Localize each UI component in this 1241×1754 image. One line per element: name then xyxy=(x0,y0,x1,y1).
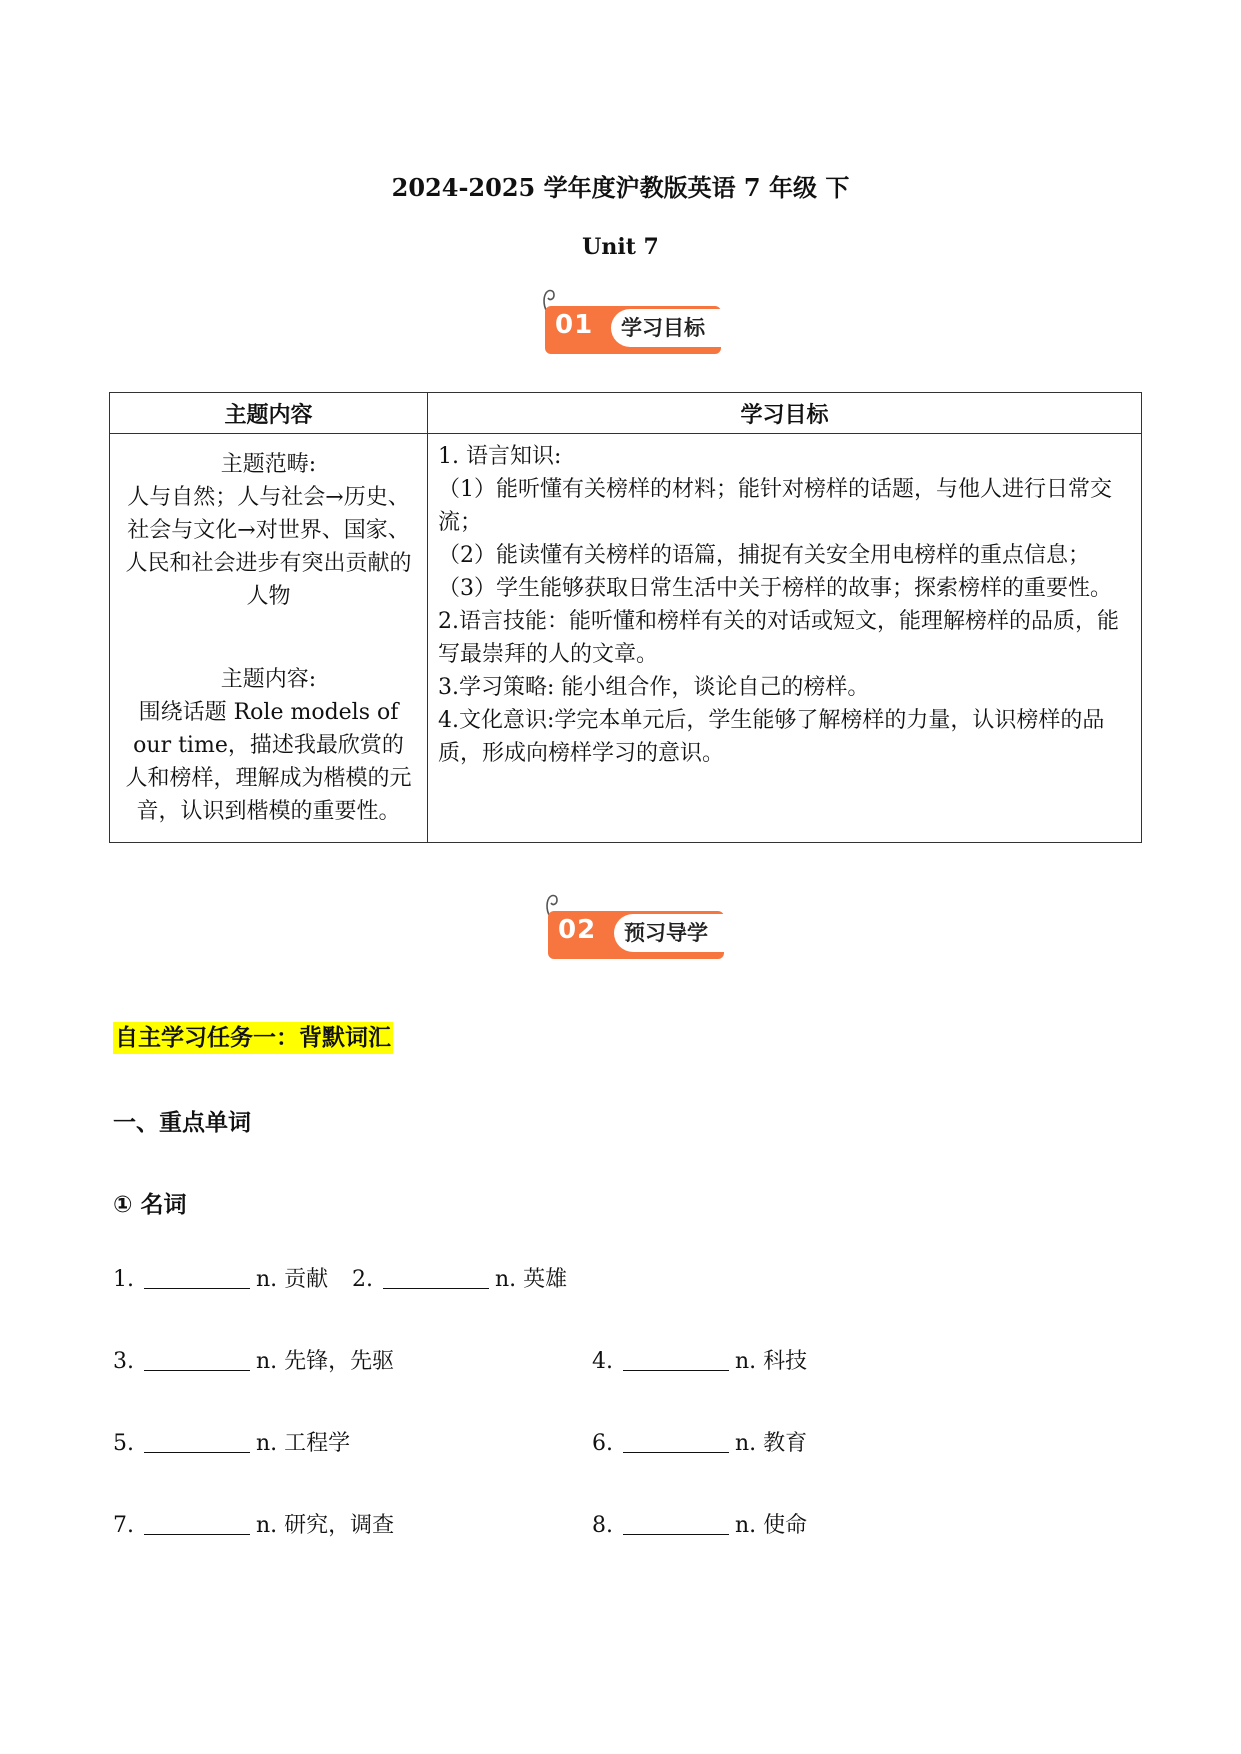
goal-item: 4.文化意识:学完本单元后，学生能够了解榜样的力量，认识榜样的品质，形成向榜样学习的意识。 xyxy=(438,708,1105,766)
badge-label: 学习目标 xyxy=(611,309,721,347)
goal-item: （3）学生能够获取日常生活中关于榜样的故事；探索榜样的重要性。 xyxy=(438,576,1112,601)
goal-item: 2.语言技能：能听懂和榜样有关的对话或短文，能理解榜样的品质，能写最崇拜的人的文章。 xyxy=(438,609,1119,667)
topic-content-text: 围绕话题 Role models of our time，描述我最欣赏的人和榜样，理解成为楷模的元音，认识到楷模的重要性。 xyxy=(125,700,412,824)
vocab-item xyxy=(592,1344,807,1375)
vocab-meaning: n. 研究，调查 xyxy=(256,1513,395,1538)
topic-content-label: 主题内容: xyxy=(220,667,317,692)
table-header-goals: 学习目标 xyxy=(428,393,1142,434)
goal-item: 1. 语言知识: xyxy=(438,444,562,469)
vocab-meaning: n. 先锋，先驱 xyxy=(256,1349,395,1374)
vocab-item xyxy=(592,1508,807,1539)
vocab-blank[interactable] xyxy=(144,1430,250,1453)
vocab-number: 3. xyxy=(113,1349,134,1374)
subsection-heading: ① 名词 xyxy=(113,1192,187,1218)
section-heading: 一、重点单词 xyxy=(113,1110,251,1136)
vocab-meaning: n. 贡献 xyxy=(256,1267,329,1292)
vocab-blank[interactable] xyxy=(144,1348,250,1371)
vocab-item xyxy=(113,1508,394,1539)
vocab-meaning: n. 工程学 xyxy=(256,1431,351,1456)
vocab-meaning: n. 使命 xyxy=(735,1513,808,1538)
vocab-blank[interactable] xyxy=(623,1348,729,1371)
vocab-blank[interactable] xyxy=(144,1512,250,1535)
table-row xyxy=(110,434,1142,843)
goal-item: 3.学习策略: 能小组合作，谈论自己的榜样。 xyxy=(438,675,870,700)
topic-category-label: 主题范畴: xyxy=(220,452,317,477)
badge-notch xyxy=(724,923,736,947)
vocab-blank[interactable] xyxy=(383,1266,489,1289)
badge-notch xyxy=(721,318,733,342)
badge-label: 预习导学 xyxy=(614,914,724,952)
vocab-blank[interactable] xyxy=(623,1512,729,1535)
vocab-blank[interactable] xyxy=(144,1266,250,1289)
topic-category-text: 人与自然；人与社会→历史、社会与文化→对世界、国家、人民和社会进步有突出贡献的人物 xyxy=(125,485,412,609)
goal-item: （1）能听懂有关榜样的材料；能针对榜样的话题，与他人进行日常交流； xyxy=(438,477,1112,535)
vocab-blank[interactable] xyxy=(623,1430,729,1453)
vocab-item xyxy=(113,1344,394,1375)
vocab-number: 1. xyxy=(113,1267,134,1292)
vocab-number: 2. xyxy=(352,1267,373,1292)
unit-title: Unit 7 xyxy=(582,234,659,260)
topic-cell xyxy=(110,434,428,843)
goals-cell xyxy=(428,434,1142,843)
vocab-item xyxy=(113,1262,328,1293)
vocab-meaning: n. 教育 xyxy=(735,1431,808,1456)
vocab-meaning: n. 科技 xyxy=(735,1349,808,1374)
vocab-number: 8. xyxy=(592,1513,613,1538)
table-header-row xyxy=(110,393,1142,434)
section-badge-preview xyxy=(548,905,730,963)
badge-number: 02 xyxy=(558,915,597,945)
vocab-item xyxy=(592,1426,807,1457)
vocab-item xyxy=(113,1426,350,1457)
vocab-number: 6. xyxy=(592,1431,613,1456)
vocab-number: 5. xyxy=(113,1431,134,1456)
document-title: 2024-2025 学年度沪教版英语 7 年级 下 xyxy=(391,173,850,202)
table-header-topic: 主题内容 xyxy=(110,393,428,434)
vocab-item xyxy=(352,1262,567,1293)
goal-item: （2）能读懂有关榜样的语篇，捕捉有关安全用电榜样的重点信息； xyxy=(438,543,1090,568)
task-heading: 自主学习任务一：背默词汇 xyxy=(113,1022,393,1054)
learning-goals-table xyxy=(109,392,1142,843)
vocab-meaning: n. 英雄 xyxy=(495,1267,568,1292)
badge-number: 01 xyxy=(555,310,594,340)
vocab-number: 7. xyxy=(113,1513,134,1538)
vocab-number: 4. xyxy=(592,1349,613,1374)
section-badge-objectives xyxy=(545,300,727,358)
